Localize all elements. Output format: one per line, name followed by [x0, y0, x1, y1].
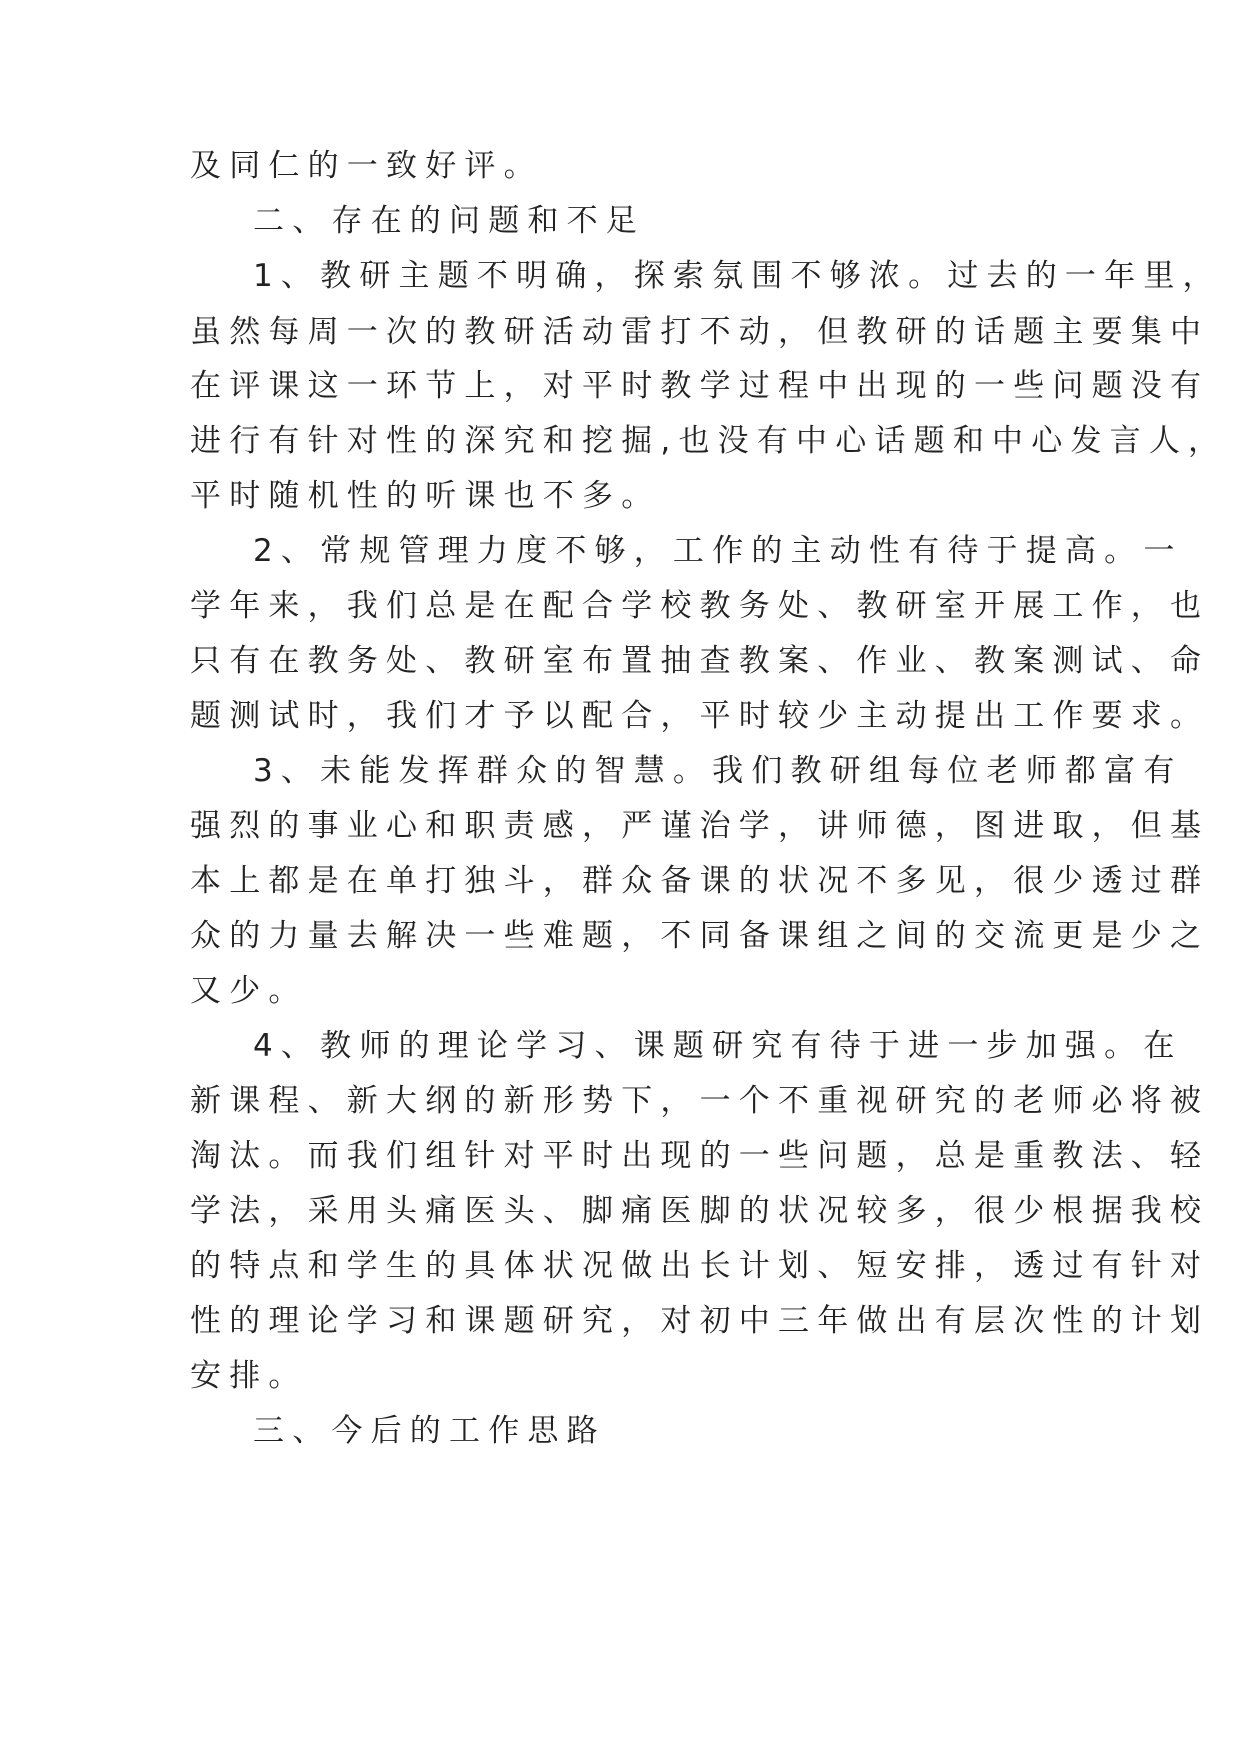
text-line: 新课程、新大纲的新形势下，一个不重视研究的老师必将被	[190, 1083, 1210, 1119]
text-line: 本上都是在单打独斗，群众备课的状况不多见，很少透过群	[190, 863, 1210, 899]
section-heading: 三、今后的工作思路	[253, 1413, 606, 1449]
text-line: 虽然每周一次的教研活动雷打不动，但教研的话题主要集中	[190, 314, 1210, 350]
text-line: 性的理论学习和课题研究，对初中三年做出有层次性的计划	[190, 1303, 1210, 1339]
text-line: 题测试时，我们才予以配合，平时较少主动提出工作要求。	[190, 698, 1210, 734]
text-line: 2、常规管理力度不够，工作的主动性有待于提高。一	[253, 533, 1183, 569]
text-line: 在评课这一环节上，对平时教学过程中出现的一些问题没有	[190, 368, 1210, 404]
text-line: 安排。	[190, 1358, 308, 1394]
text-line: 淘汰。而我们组针对平时出现的一些问题，总是重教法、轻	[190, 1138, 1210, 1174]
text-line: 又少。	[190, 973, 308, 1009]
text-line: 众的力量去解决一些难题，不同备课组之间的交流更是少之	[190, 918, 1210, 954]
text-line: 强烈的事业心和职责感，严谨治学，讲师德，图进取，但基	[190, 808, 1210, 844]
text-line: 3、未能发挥群众的智慧。我们教研组每位老师都富有	[253, 753, 1183, 789]
text-line: 学法，采用头痛医头、脚痛医脚的状况较多，很少根据我校	[190, 1193, 1210, 1229]
text-line: 及同仁的一致好评。	[190, 148, 543, 184]
text-line: 学年来，我们总是在配合学校教务处、教研室开展工作，也	[190, 588, 1210, 624]
text-line: 1、教研主题不明确，探索氛围不够浓。过去的一年里，	[253, 258, 1222, 294]
text-line: 4、教师的理论学习、课题研究有待于进一步加强。在	[253, 1028, 1183, 1064]
text-line: 进行有针对性的深究和挖掘,也没有中心话题和中心发言人，	[190, 423, 1228, 459]
text-line: 的特点和学生的具体状况做出长计划、短安排，透过有针对	[190, 1248, 1210, 1284]
section-heading: 二、存在的问题和不足	[253, 203, 645, 239]
text-line: 只有在教务处、教研室布置抽查教案、作业、教案测试、命	[190, 643, 1210, 679]
text-line: 平时随机性的听课也不多。	[190, 478, 661, 514]
